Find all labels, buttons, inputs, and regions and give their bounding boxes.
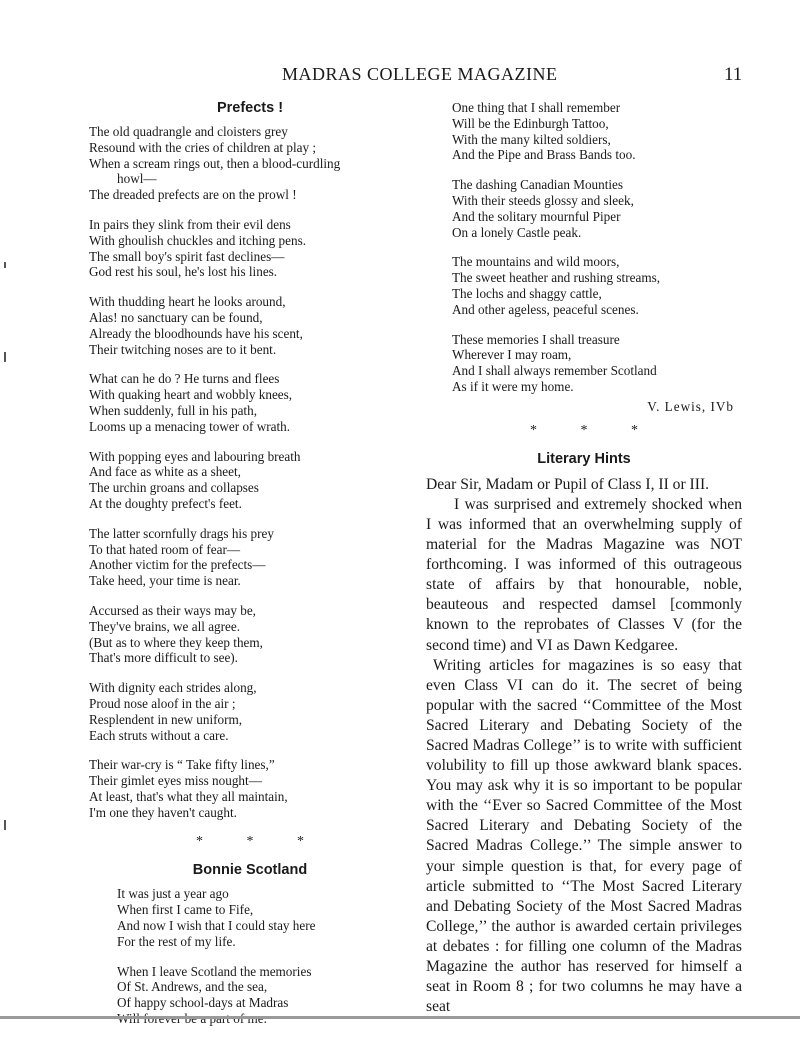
poem-line: Resound with the cries of children at play ; — [89, 139, 317, 155]
stanza — [89, 294, 411, 357]
poem-line: And other ageless, peaceful scenes. — [452, 301, 639, 317]
poem-line: It was just a year ago — [117, 886, 229, 902]
poem-line: For the rest of my life. — [117, 933, 236, 949]
poem-line: Proud nose aloof in the air ; — [89, 695, 236, 711]
salutation: Dear Sir, Madam or Pupil of Class I, II or III. — [426, 475, 710, 493]
poem-line: When a scream rings out, then a blood-curdling — [89, 155, 341, 171]
poem-line: Their war-cry is “ Take fifty lines,” — [89, 757, 275, 773]
poem-line: Of St. Andrews, and the sea, — [117, 979, 268, 995]
poem-line: To that hated room of fear— — [89, 541, 241, 557]
poem-line: And the solitary mournful Piper — [452, 208, 621, 224]
scan-mark — [4, 262, 6, 268]
left-column — [89, 100, 411, 1041]
poem-line: One thing that I shall remember — [452, 100, 621, 115]
literary-hints-title: Literary Hints — [537, 450, 631, 467]
poem-line: The sweet heather and rushing streams, — [452, 270, 660, 286]
poem-line: The small boy's spirit fast declines— — [89, 248, 285, 264]
page-header — [0, 64, 800, 90]
poem-line: The old quadrangle and cloisters grey — [89, 124, 288, 139]
poem-line: I'm one they haven't caught. — [89, 804, 237, 820]
poem-line: And now I wish that I could stay here — [117, 918, 316, 934]
stanza — [452, 332, 742, 395]
right-column — [426, 100, 742, 1017]
stanza — [89, 449, 411, 512]
poem-line: Each struts without a care. — [89, 727, 229, 743]
poem-line: In pairs they slink from their evil dens — [89, 216, 291, 232]
poem-line: With the many kilted soldiers, — [452, 131, 611, 147]
poem-line: At the doughty prefect's feet. — [89, 495, 242, 511]
poem-line: And face as white as a sheet, — [89, 464, 241, 480]
prefects-title: Prefects ! — [216, 100, 284, 116]
scan-mark — [4, 820, 6, 830]
poem-line: The lochs and shaggy cattle, — [452, 285, 602, 301]
poem-line: Wherever I may roam, — [452, 347, 572, 363]
prefects-poem — [89, 124, 411, 820]
poem-line: Their gimlet eyes miss nought— — [89, 773, 262, 789]
magazine-title: MADRAS COLLEGE MAGAZINE — [282, 64, 558, 84]
poem-line: howl— — [117, 171, 157, 187]
poem-line: Their twitching noses are to it bent. — [89, 341, 277, 357]
stanza — [452, 100, 742, 163]
poem-line: That's more difficult to see). — [89, 650, 238, 666]
bonnie-scotland-title: Bonnie Scotland — [192, 862, 308, 879]
poem-line: And the Pipe and Brass Bands too. — [452, 147, 636, 163]
page-number: 11 — [724, 64, 743, 85]
poem-line: The latter scornfully drags his prey — [89, 525, 274, 541]
poem-line: With their steeds glossy and sleek, — [452, 192, 634, 208]
poem-line: Another victim for the prefects— — [89, 557, 266, 573]
stanza — [89, 680, 411, 743]
paragraph: Writing articles for magazines is so easy that even Class VI can do it. The secret of being popular with the sacred ‘‘Committee of the Most Sacred Literary and Debating Society of the Sacred Madras College’’ is to write with sufficient volubility to fill up those awkward blank spaces. You may ask why it is so important to be popular with the ‘‘Ever so Sacred Committee of the Most Sacred Literary and Debating Society of the Sacred Madras College.’’ The simple answer to your simple question is that, for every page of article submitted to ‘‘The Most Sacred Literary and Debating Society of the Most Sacred Madras College,’’ the author is awarded certain privileges at debates : for filling one column of the Madras Magazine the author has reserved for himself a seat in Room 8 ; for two columns he may have a seat — [426, 656, 742, 1016]
stanza — [452, 177, 742, 240]
poem-line: With popping eyes and labouring breath — [89, 448, 301, 464]
poem-line: When I leave Scotland the memories — [117, 963, 312, 979]
poem-line: What can he do ? He turns and flees — [89, 371, 280, 387]
poem-line: God rest his soul, he's lost his lines. — [89, 264, 278, 280]
poem-line: These memories I shall treasure — [452, 331, 620, 347]
stanza — [89, 371, 411, 434]
section-separator: * * * — [196, 834, 324, 850]
page-bottom-edge — [0, 1016, 800, 1019]
poem-line: Already the bloodhounds have his scent, — [89, 325, 303, 341]
poem-line: When suddenly, full in his path, — [89, 402, 257, 418]
stanza — [89, 217, 411, 280]
poem-line: The mountains and wild moors, — [452, 254, 620, 270]
poem-line: The dreaded prefects are on the prowl ! — [89, 187, 297, 203]
stanza — [89, 603, 411, 666]
author-signature: V. Lewis, IVb — [647, 398, 734, 414]
poem-line: Resplendent in new uniform, — [89, 711, 243, 727]
poem-line: Looms up a menacing tower of wrath. — [89, 418, 291, 434]
poem-line: They've brains, we all agree. — [89, 618, 241, 634]
poem-line: The dashing Canadian Mounties — [452, 177, 624, 193]
poem-line: (But as to where they keep them, — [89, 634, 263, 650]
literary-hints-body — [426, 475, 742, 1018]
poem-line: Accursed as their ways may be, — [89, 602, 256, 618]
stanza — [89, 757, 411, 820]
poem-line: Alas! no sanctuary can be found, — [89, 309, 263, 325]
poem-line: With ghoulish chuckles and itching pens. — [89, 232, 307, 248]
stanza — [452, 254, 742, 317]
bonnie-scotland-poem-continued — [426, 100, 742, 395]
paragraph: I was surprised and extremely shocked when I was informed that an overwhelming supply of material for the Madras Magazine was NOT forthcoming. I was informed of this outrageous state of affairs by that honourable, noble, beauteous and respected damsel [commonly known to the reprobates of Classes V (for the second time) and VI as Dawn Kedgaree. — [426, 495, 742, 654]
poem-line: Take heed, your time is near. — [89, 573, 241, 589]
poem-line: The urchin groans and collapses — [89, 480, 259, 496]
poem-line: Of happy school-days at Madras — [117, 995, 289, 1011]
poem-line: With dignity each strides along, — [89, 680, 257, 696]
poem-line: With thudding heart he looks around, — [89, 294, 286, 310]
poem-line: And I shall always remember Scotland — [452, 363, 657, 379]
poem-line: On a lonely Castle peak. — [452, 224, 582, 240]
stanza — [117, 886, 411, 949]
scan-mark — [4, 352, 6, 362]
poem-line: When first I came to Fife, — [117, 902, 254, 918]
stanza — [89, 124, 411, 203]
bonnie-scotland-poem — [89, 886, 411, 1026]
poem-line: At least, that's what they all maintain, — [89, 788, 288, 804]
section-separator: * * * — [530, 422, 658, 438]
poem-line: As if it were my home. — [452, 378, 574, 394]
poem-line: With quaking heart and wobbly knees, — [89, 387, 293, 403]
stanza — [89, 526, 411, 589]
poem-line: Will be the Edinburgh Tattoo, — [452, 115, 609, 131]
